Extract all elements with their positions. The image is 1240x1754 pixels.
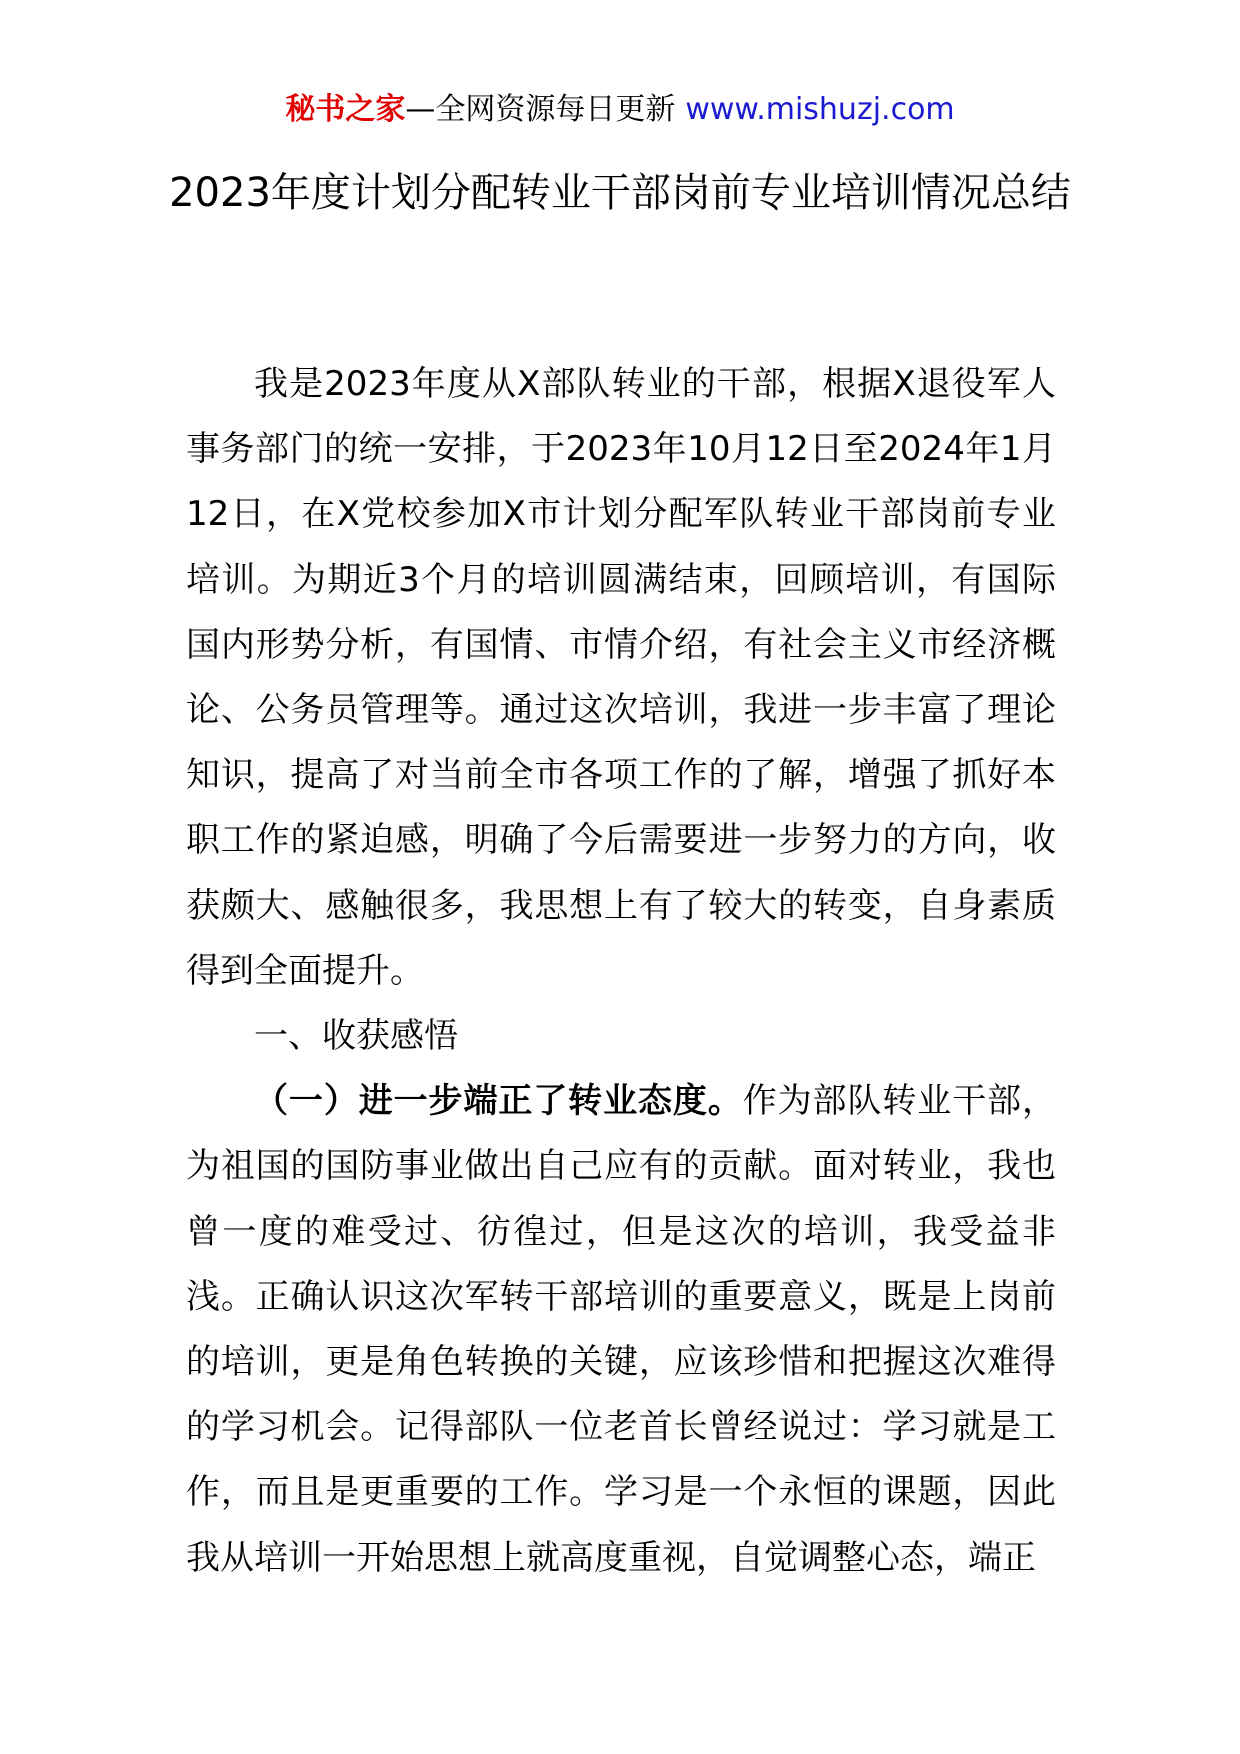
site-header	[0, 90, 1240, 130]
document-title: 2023年度计划分配转业干部岗前专业培训情况总结	[169, 170, 1071, 216]
site-url-link[interactable]: www.mishuzj.com	[685, 92, 955, 127]
document-body	[186, 352, 1056, 1591]
subsection-heading: （一）进一步端正了转业态度。	[254, 1081, 743, 1122]
subsection-paragraph	[186, 1069, 1056, 1591]
section-heading: 一、收获感悟	[254, 1016, 458, 1057]
subsection-text: 作为部队转业干部，为祖国的国防事业做出自己应有的贡献。面对转业，我也曾一度的难受过、彷徨过，但是这次的培训，我受益非浅。正确认识这次军转干部培训的重要意义，既是上岗前的培训，更是角色转换的关键，应该珍惜和把握这次难得的学习机会。记得部队一位老首长曾经说过：学习就是工作，而且是更重要的工作。学习是一个永恒的课题，因此我从培训一开始思想上就高度重视，自觉调整心态，端正	[186, 1081, 1057, 1578]
brand-name: 秘书之家	[285, 92, 406, 127]
intro-paragraph: 我是2023年度从X部队转业的干部，根据X退役军人事务部门的统一安排，于2023年10月12日至2024年1月12日，在X党校参加X市计划分配军队转业干部岗前专业培训。为期近3个月的培训圆满结束，回顾培训，有国际国内形势分析，有国情、市情介绍，有社会主义市经济概论、公务员管理等。通过这次培训，我进一步丰富了理论知识，提高了对当前全市各项工作的了解，增强了抓好本职工作的紧迫感，明确了今后需要进一步努力的方向，收获颇大、感触很多，我思想上有了较大的转变，自身素质得到全面提升。	[186, 364, 1056, 991]
site-slogan: —全网资源每日更新	[405, 92, 676, 127]
